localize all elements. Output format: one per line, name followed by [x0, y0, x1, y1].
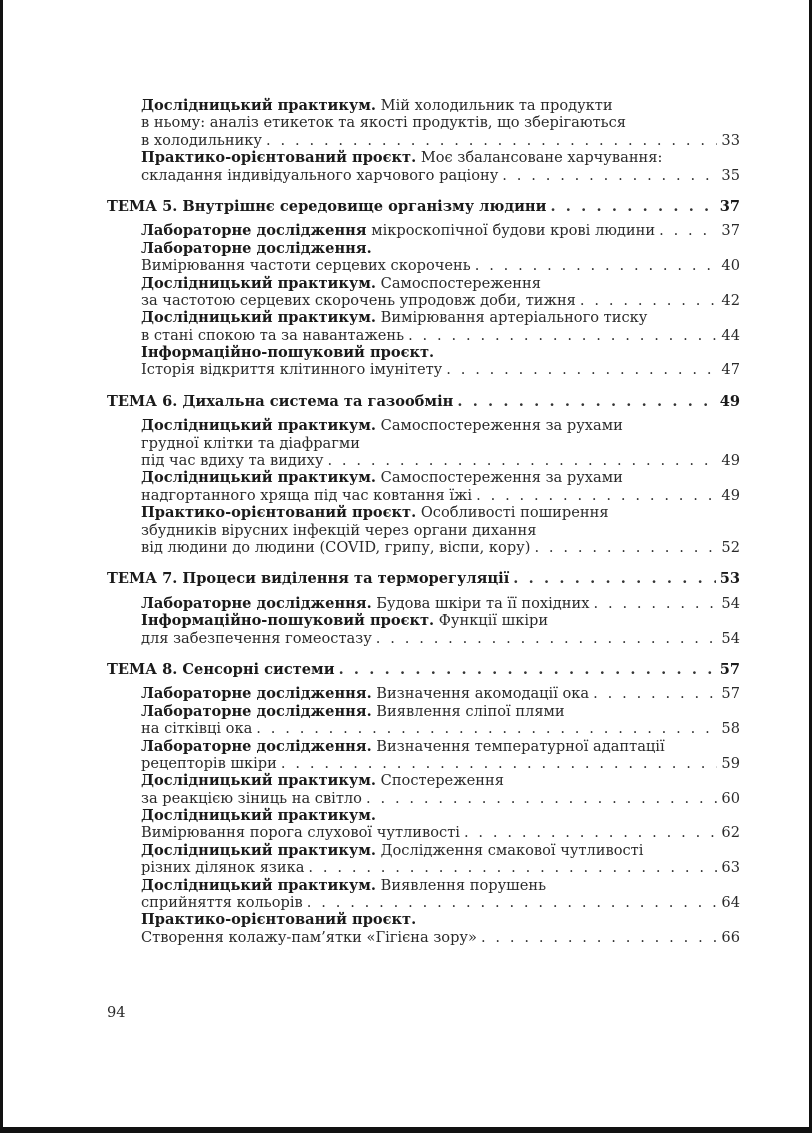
leader-dots — [308, 859, 717, 876]
entry-line — [141, 114, 740, 131]
page-ref: 47 — [721, 361, 740, 379]
entry-line — [141, 911, 740, 928]
entry-kind: Дослідницький практикум. — [141, 772, 377, 790]
entry-kind: Лабораторне дослідження — [141, 222, 367, 240]
entry-text — [141, 417, 623, 434]
entry-line — [141, 595, 740, 612]
entry-title: Самоспостереження за рухами — [376, 469, 623, 487]
entry-line — [141, 630, 740, 647]
entry-line — [141, 842, 740, 859]
table-of-contents — [107, 97, 740, 946]
entry-text — [141, 772, 504, 789]
entry-text — [141, 327, 404, 344]
entry-line — [141, 807, 740, 824]
entry-kind: Дослідницький практикум. — [141, 417, 377, 435]
entry-text — [141, 630, 372, 647]
entry-title: за реакцією зіниць на світло — [141, 789, 362, 807]
entry-title: Дослідження смакової чутливості — [376, 841, 644, 859]
leader-dots — [307, 894, 718, 911]
entry-title: за частотою серцевих скорочень упродовж доби, тижня — [141, 291, 576, 309]
entry-title: в холодильнику — [141, 131, 263, 149]
entry-title: мікроскопічної будови крові людини — [366, 222, 656, 240]
leader-dots — [502, 167, 717, 184]
entry-text — [141, 292, 576, 309]
entry-text — [141, 149, 662, 166]
toc-entry[interactable] — [141, 275, 740, 310]
entry-line — [141, 167, 740, 184]
entry-kind: Інформаційно-пошуковий проєкт. — [141, 344, 435, 362]
toc-entry[interactable] — [141, 612, 740, 647]
entry-title: Спостереження — [376, 772, 504, 790]
toc-entry[interactable] — [141, 807, 740, 842]
entry-text — [141, 703, 565, 720]
entry-title: Історія відкриття клітинного імунітету — [141, 361, 443, 379]
entry-text — [141, 807, 376, 824]
entry-text — [141, 720, 252, 737]
entry-line — [141, 772, 740, 789]
entry-kind: Дослідницький практикум. — [141, 841, 377, 859]
entry-text — [141, 595, 589, 612]
entry-title: від людини до людини (COVID, грипу, віспи, кору) — [141, 538, 531, 556]
entry-kind: Практико-орієнтований проєкт. — [141, 149, 417, 167]
spacer — [107, 410, 740, 417]
leader-dots — [327, 452, 717, 469]
page-ref: 37 — [719, 197, 740, 215]
entry-title: Самоспостереження — [376, 274, 541, 292]
leader-dots — [534, 539, 717, 556]
page-ref: 35 — [721, 166, 740, 184]
entry-line — [141, 738, 740, 755]
leader-dots — [457, 393, 715, 410]
toc-entry[interactable] — [141, 772, 740, 807]
spacer — [107, 647, 740, 661]
entry-title: рецепторів шкіри — [141, 754, 277, 772]
entry-title: Створення колажу-пам’ятки «Гігієна зору» — [141, 928, 477, 946]
entry-text — [141, 114, 626, 131]
toc-entry[interactable] — [141, 469, 740, 504]
toc-entry[interactable] — [141, 504, 740, 556]
entry-text — [141, 539, 530, 556]
entry-line — [141, 755, 740, 772]
entry-line — [141, 327, 740, 344]
leader-dots — [659, 222, 717, 239]
toc-entry[interactable] — [141, 842, 740, 877]
entry-title: в ньому: аналіз етикеток та якості продуктів, що зберігаються — [141, 114, 626, 132]
toc-entry[interactable] — [141, 149, 740, 184]
entry-line — [141, 361, 740, 378]
leader-dots — [408, 327, 717, 344]
topic-heading[interactable] — [107, 393, 740, 410]
leader-dots — [256, 720, 717, 737]
entry-kind: Інформаційно-пошуковий проєкт. — [141, 612, 435, 630]
topic-title: ТЕМА 8. Сенсорні системи — [107, 660, 335, 678]
entry-title: Виявлення сліпої плями — [371, 702, 565, 720]
page-ref: 49 — [721, 486, 740, 504]
leader-dots — [464, 824, 717, 841]
page-ref: 54 — [721, 594, 740, 612]
entry-title: Функції шкіри — [434, 612, 549, 630]
entry-line — [141, 539, 740, 556]
toc-entry[interactable] — [141, 738, 740, 773]
entry-title: Мій холодильник та продукти — [376, 97, 613, 114]
toc-entry[interactable] — [141, 240, 740, 275]
entry-title: Виявлення порушень — [376, 876, 547, 894]
entry-title: під час вдиху та видиху — [141, 452, 324, 470]
entry-kind: Лабораторне дослідження. — [141, 239, 372, 257]
entry-kind: Практико-орієнтований проєкт. — [141, 504, 417, 522]
entry-text — [141, 167, 498, 184]
leader-dots — [266, 132, 717, 149]
entry-line — [141, 435, 740, 452]
entry-text — [141, 612, 548, 629]
entry-text — [141, 257, 471, 274]
entry-text — [141, 755, 277, 772]
page-ref: 63 — [721, 859, 740, 877]
entry-kind: Дослідницький практикум. — [141, 274, 377, 292]
page-ref: 49 — [721, 452, 740, 470]
entry-text — [141, 894, 303, 911]
page-ref: 33 — [721, 131, 740, 149]
entry-text — [141, 361, 442, 378]
entry-kind: Дослідницький практикум. — [141, 469, 377, 487]
entry-text — [141, 824, 460, 841]
spacer — [107, 215, 740, 222]
entry-text — [141, 522, 536, 539]
entry-text — [141, 222, 655, 239]
entry-kind: Лабораторне дослідження. — [141, 594, 372, 612]
entry-text — [141, 469, 623, 486]
entry-text — [141, 309, 647, 326]
entry-text — [141, 877, 546, 894]
entry-line — [141, 929, 740, 946]
entry-title: Вимірювання частоти серцевих скорочень — [141, 257, 471, 275]
entry-line — [141, 522, 740, 539]
leader-dots — [376, 630, 718, 647]
entry-line — [141, 824, 740, 841]
toc-entry[interactable] — [141, 309, 740, 344]
leader-dots — [366, 790, 717, 807]
entry-text — [141, 790, 362, 807]
topic-heading[interactable] — [107, 661, 740, 678]
entry-text — [141, 738, 665, 755]
entry-line — [141, 417, 740, 434]
toc-entry[interactable] — [141, 685, 740, 702]
toc-entry[interactable] — [141, 97, 740, 149]
leader-dots — [339, 661, 716, 678]
leader-dots — [580, 292, 718, 309]
page-ref: 62 — [721, 824, 740, 842]
entry-line — [141, 720, 740, 737]
entry-title: Визначення температурної адаптації — [371, 737, 665, 755]
toc-entry[interactable] — [141, 911, 740, 946]
entry-title: складання індивідуального харчового раціону — [141, 166, 499, 184]
toc-entry[interactable] — [141, 703, 740, 738]
page-ref: 49 — [719, 392, 740, 410]
leader-dots — [481, 929, 717, 946]
leader-dots — [593, 595, 717, 612]
spacer — [107, 588, 740, 595]
topic-heading[interactable] — [107, 198, 740, 215]
entry-title: на сітківці ока — [141, 720, 253, 738]
spacer — [107, 184, 740, 198]
entry-text — [141, 911, 416, 928]
entry-line — [141, 703, 740, 720]
entry-title: сприйняття кольорів — [141, 894, 303, 912]
page-ref: 54 — [721, 629, 740, 647]
toc-entry[interactable] — [141, 222, 740, 239]
spacer — [107, 678, 740, 685]
entry-line — [141, 222, 740, 239]
entry-title: для забезпечення гомеостазу — [141, 629, 372, 647]
entry-line — [141, 504, 740, 521]
topic-title: ТЕМА 5. Внутрішнє середовище організму людини — [107, 197, 547, 215]
entry-kind: Лабораторне дослідження. — [141, 685, 372, 703]
leader-dots — [281, 755, 718, 772]
entry-text — [141, 240, 372, 257]
page-number: 94 — [107, 1004, 126, 1021]
entry-text — [141, 344, 434, 361]
entry-line — [141, 309, 740, 326]
entry-line — [141, 149, 740, 166]
leader-dots — [593, 685, 717, 702]
entry-kind: Дослідницький практикум. — [141, 309, 377, 327]
entry-kind: Лабораторне дослідження. — [141, 702, 372, 720]
entry-kind: Дослідницький практикум. — [141, 97, 377, 114]
leader-dots — [446, 361, 717, 378]
page-ref: 42 — [721, 291, 740, 309]
toc-entry[interactable] — [141, 344, 740, 379]
entry-kind: Дослідницький практикум. — [141, 807, 377, 825]
entry-text — [141, 435, 360, 452]
page-ref: 44 — [721, 326, 740, 344]
entry-text — [141, 504, 609, 521]
entry-line — [141, 97, 740, 114]
entry-text — [141, 97, 613, 114]
leader-dots — [550, 198, 715, 215]
leader-dots — [476, 487, 717, 504]
entry-line — [141, 685, 740, 702]
entry-line — [141, 487, 740, 504]
page-ref: 40 — [721, 257, 740, 275]
entry-line — [141, 275, 740, 292]
toc-entry[interactable] — [141, 877, 740, 912]
entry-title: Будова шкіри та її похідних — [371, 594, 590, 612]
entry-title: в стані спокою та за навантажень — [141, 326, 405, 344]
entry-text — [141, 132, 262, 149]
page-ref: 52 — [721, 538, 740, 556]
topic-heading[interactable] — [107, 570, 740, 587]
spacer — [107, 379, 740, 393]
entry-text — [141, 685, 589, 702]
entry-line — [141, 452, 740, 469]
entry-text — [141, 275, 541, 292]
entry-line — [141, 240, 740, 257]
entry-title: збудників вірусних інфекцій через органи дихання — [141, 521, 537, 539]
page-ref: 58 — [721, 720, 740, 738]
toc-entry[interactable] — [141, 417, 740, 469]
page-ref: 64 — [721, 894, 740, 912]
entry-text — [141, 842, 643, 859]
entry-line — [141, 292, 740, 309]
entry-line — [141, 790, 740, 807]
entry-kind: Практико-орієнтований проєкт. — [141, 911, 417, 929]
entry-title: надгортанного хряща під час ковтання їжі — [141, 486, 473, 504]
entry-line — [141, 894, 740, 911]
entry-kind: Лабораторне дослідження. — [141, 737, 372, 755]
leader-dots — [475, 257, 718, 274]
entry-line — [141, 344, 740, 361]
entry-text — [141, 929, 477, 946]
entry-title: Самоспостереження за рухами — [376, 417, 623, 435]
spacer — [107, 556, 740, 570]
page-ref: 66 — [721, 928, 740, 946]
entry-title: Особливості поширення — [416, 504, 609, 522]
entry-title: Визначення акомодації ока — [371, 685, 590, 703]
entry-title: грудної клітки та діафрагми — [141, 434, 360, 452]
entry-text — [141, 859, 304, 876]
page-ref: 37 — [721, 222, 740, 240]
entry-line — [141, 877, 740, 894]
toc-entry[interactable] — [141, 595, 740, 612]
entry-title: Вимірювання артеріального тиску — [376, 309, 648, 327]
leader-dots — [513, 570, 715, 587]
entry-line — [141, 257, 740, 274]
page-ref: 57 — [719, 660, 740, 678]
topic-title: ТЕМА 7. Процеси виділення та терморегуляції — [107, 570, 510, 588]
page-ref: 60 — [721, 789, 740, 807]
entry-text — [141, 487, 472, 504]
entry-line — [141, 469, 740, 486]
topic-title: ТЕМА 6. Дихальна система та газообмін — [107, 392, 454, 410]
entry-line — [141, 859, 740, 876]
entry-line — [141, 132, 740, 149]
entry-title: різних ділянок язика — [141, 859, 305, 877]
entry-title: Вимірювання порога слухової чутливості — [141, 824, 460, 842]
entry-text — [141, 452, 323, 469]
entry-title: Моє збалансоване харчування: — [416, 149, 663, 167]
page-ref: 57 — [721, 685, 740, 703]
entry-kind: Дослідницький практикум. — [141, 876, 377, 894]
page-ref: 59 — [721, 754, 740, 772]
entry-line — [141, 612, 740, 629]
page-ref: 53 — [719, 570, 740, 588]
